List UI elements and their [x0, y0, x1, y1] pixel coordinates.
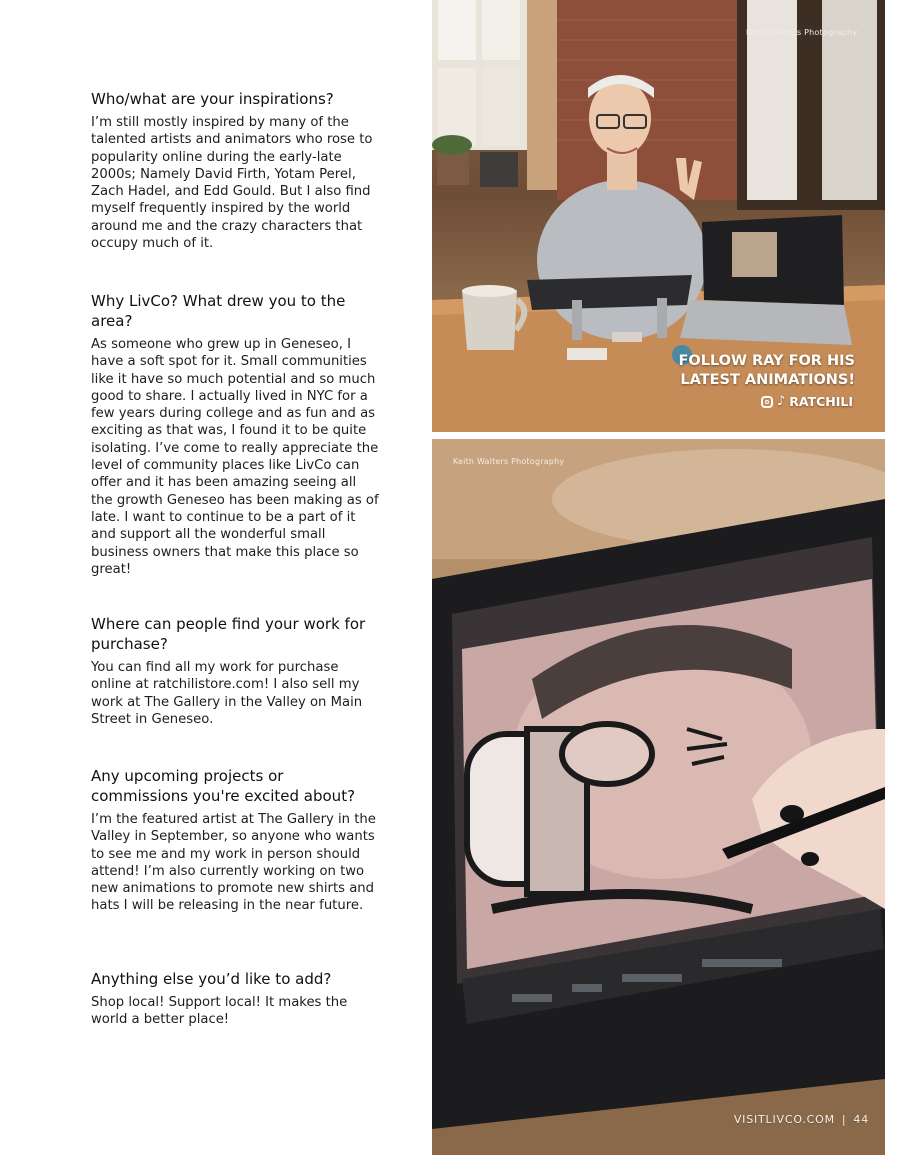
question: Any upcoming projects or commissions you're excited about? [91, 767, 356, 805]
site-link[interactable]: VISITLIVCO.COM [733, 1113, 835, 1126]
footer-separator: | [841, 1113, 847, 1126]
drawing-tablet-photo [432, 439, 885, 1155]
page-number: 44 [853, 1113, 869, 1126]
qa-anything-else [91, 969, 381, 1029]
qa-why-livco [91, 291, 381, 578]
instagram-icon [761, 396, 773, 408]
answer: Shop local! Support local! It makes the world a better place! [91, 995, 348, 1028]
question: Why LivCo? What drew you to the area? [91, 292, 346, 330]
artist-photo [432, 0, 885, 432]
answer: I’m the featured artist at The Gallery in the Valley in September, so anyone who wants to see me and my work in person should attend! I’m also currently working on two new animations to promote new shirts and hats I will be releasing in the near future. [91, 812, 376, 914]
qa-where-to-buy [91, 614, 381, 728]
photo-credit: Keith Walters Photography [746, 28, 858, 37]
answer: You can find all my work for purchase online at ratchilistore.com! I also sell my work at The Gallery in the Valley on Main Street in Geneseo. [91, 660, 363, 727]
question: Who/what are your inspirations? [91, 90, 334, 108]
tiktok-icon: ♪ [776, 393, 786, 409]
follow-callout [678, 352, 855, 390]
answer: As someone who grew up in Geneseo, I have a soft spot for it. Small communities like it have so much potential and so much good to share. I actually lived in NYC for a few years during college and as fun and as exciting as that was, I found it to be quite isolating. I’ve come to really appreciate the level of community places like LivCo can offer and it has been amazing seeing all the growth Geneseo has been making as of late. I want to continue to be a part of it and support all the wonderful small business owners that make this place so great! [91, 337, 379, 577]
page-footer [734, 1113, 869, 1126]
question: Anything else you’d like to add? [91, 970, 332, 988]
social-handle[interactable] [761, 394, 853, 409]
question: Where can people find your work for purchase? [91, 615, 366, 653]
qa-upcoming-projects [91, 766, 381, 915]
photo-credit: Keith Walters Photography [453, 457, 565, 466]
drawing-tablet-illustration [432, 439, 885, 1155]
follow-callout-line: FOLLOW RAY FOR HIS [678, 353, 855, 369]
handle-text: RATCHILI [789, 394, 853, 409]
qa-inspirations [91, 89, 381, 252]
follow-callout-line: LATEST ANIMATIONS! [680, 372, 855, 388]
answer: I’m still mostly inspired by many of the talented artists and animators who rose to popularity online during the early-late 2000s; Namely David Firth, Yotam Perel, Zach Hadel, and Edd Gould. But I also find myself frequently inspired by the world around me and the crazy characters that occupy much of it. [91, 115, 373, 252]
